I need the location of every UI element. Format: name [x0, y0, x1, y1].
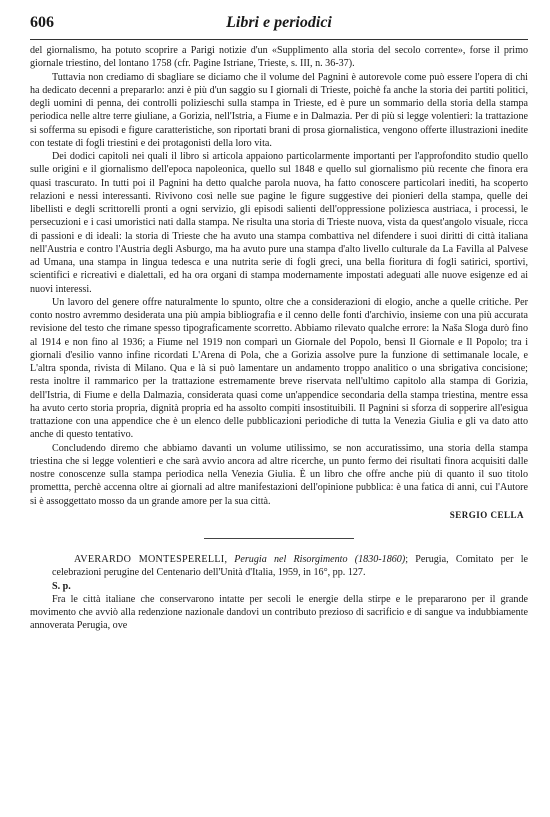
review-paragraph: del giornalismo, ha potuto scoprire a Parigi notizie d'un «Supplimento alla storia del secolo corrente», forse il primo giornale triestino, del lontano 1758 (cfr. Pagine Istriane, Trieste, s. III, n. 36-37).: [30, 45, 528, 70]
review-paragraph: Dei dodici capitoli nei quali il libro si articola appaiono particolarmente importanti per l'approfondito studio quello sulle origini e il giornalismo dell'epoca napoleonica, quello sul 1848 e quello sul giornalismo più recente che finora era quasi trascurato. In tutti poi il Pagnini ha detto qualche parola nuova, ha fatto conoscere particolari inediti, ha scoperto relazioni e nessi interessanti. Rivivono così nelle sue pagine le figure suggestive dei pionieri della stampa, quelle dei libellisti e degli scrittorelli pronti a ogni servizio, gli episodi salienti dell'oppressione poliziesca austriaca, i processi, le persecuzioni e i casi umoristici nati dalla stampa. Ne risulta una storia di Trieste nuova, vista da quest'angolo visuale, ricca di passioni e di ideali: la storia di Trieste che ha avuto una stampa combattiva nel difendere i suoi diritti di città italiana nell'Austria e contro l'Austria degli Asburgo, ma ha avuto pure una stampa d'alto livello culturale da La Favilla al Palvese ad Umana, una stampa in lingua tedesca e una nutrita serie di fogli greci, una bella fioritura di fogli satirici, sportivi, scientifici e ricreativi e dialettali, ed ha ora organi di stampa modernamente impostati adeguati alle nuove esigenze ed ai nuovi interessi.: [30, 151, 528, 295]
header-rule: [30, 39, 528, 40]
review-montesperelli: [30, 553, 528, 633]
review-paragraph: Concludendo diremo che abbiamo davanti un volume utilissimo, se non accuratissimo, una storia della stampa triestina che si legge volentieri e che sarà avvio ancora ad altre ricerche, un punto fermo dei risultati finora acquisiti dalle nostre conoscenze sulla stampa periodica nella Venezia Giulia. È un libro che offre anche più di quanto il suo titolo promettta, perchè accenna oltre ai giornali ad altre manifestazioni dell'opinione pubblica: è una fatica di anni, cui l'Autore si è assoggettato mosso da un grande amore per la sua città.: [30, 442, 528, 507]
page-number: 606: [30, 14, 54, 31]
book-author: AVERARDO MONTESPERELLI: [74, 554, 225, 565]
running-title: Libri e periodici: [226, 14, 332, 31]
review-paragraph: Tuttavia non crediamo di sbagliare se diciamo che il volume del Pagnini è autorevole come può essere l'opera di chi ha dedicato decenni a prepararlo: anzi è più d'un saggio su I giornali di Trieste, poichè fa anche la storia dei partiti politici, degli uomini di penna, dei controlli polizieschi sulla stampa in Trieste, ed è pure un sommario della storia della stampa periodica nelle altre terre giuliane, a Gorizia, nell'Istria, a Fiume e in Dalmazia. Per di più si legge volentieri: la trattazione si sofferma su episodi e figure caratteristiche, son riportati brani di prosa giornalistica, vengono offerte illustrazioni inedite con testate di fogli triestini e dei protagonisti della loro vita.: [30, 71, 528, 149]
publication-details: ; Perugia, Comitato per le celebrazioni perugine del Centenario dell'Unità d'Italia, 1959, in 16°, pp. 127.: [52, 554, 529, 579]
book-title: Perugia nel Risorgimento (1830-1860): [234, 554, 406, 565]
page-body: [30, 44, 528, 633]
page-header: [30, 14, 528, 36]
review-paragraph: Fra le città italiane che conservarono intatte per secoli le energie della stirpe e le prepararono per il grande movimento che avviò alla redenzione nazionale dandovi un contributo prezioso di sacrificio e di sangue va indubbiamente annoverata Perugia, ove: [30, 593, 528, 632]
review-pagnini: [30, 44, 528, 522]
section-divider: [204, 538, 354, 539]
bibliographic-reference: AVERARDO MONTESPERELLI, Perugia nel Risorgimento (1830-1860); Perugia, Comitato per le celebrazioni perugine del Centenario dell'Unità d'Italia, 1959, in 16°, pp. 127.: [52, 554, 529, 579]
review-paragraph: Un lavoro del genere offre naturalmente lo spunto, oltre che a considerazioni di elogio, anche a quelle critiche. Per conto nostro avremmo desiderata una più ampia bibliografia e il cenno delle fonti d'archivio, insieme con una più accurata revisione del testo che rimane spesso tipograficamente scorretto. Abbiamo rilevato qualche errore: la Naša Sloga durò fino al 1914 e non fino al 1936; a Fiume nel 1919 non comparì un Giornale del Popolo, bensì Il Giornale e Il Popolo; tra i giornali d'esilio vanno infine ricordati L'Arena di Pola, che a Gorizia assolve pure la funzione di settimanale locale, e L'altra sponda, rivista di Milano. Qua e là si può lamentare un andamento troppo analitico o una sbrigativa concisione; resta inoltre il rammarico per la trattazione estremamente breve riservata nell'ultimo capitolo alla stampa di Gorizia, dell'Istria, di Fiume e della Dalmazia, considerata quasi come un'appendice secondaria della stampa triestina, mentre essa ha avuto certo storia propria, dignità propria ed ha assolto compiti insostituibili. Il Pagnini si sforza di sopperire all'esigua trattazione con una appendice che è un elenco delle pubblicazioni periodiche di tutta la Venezia Giulia e gli va dato atto anche di questo tentativo.: [30, 296, 528, 441]
reviewer-signature: SERGIO CELLA: [449, 509, 524, 520]
reviewer-initials: S. p.: [52, 580, 71, 592]
